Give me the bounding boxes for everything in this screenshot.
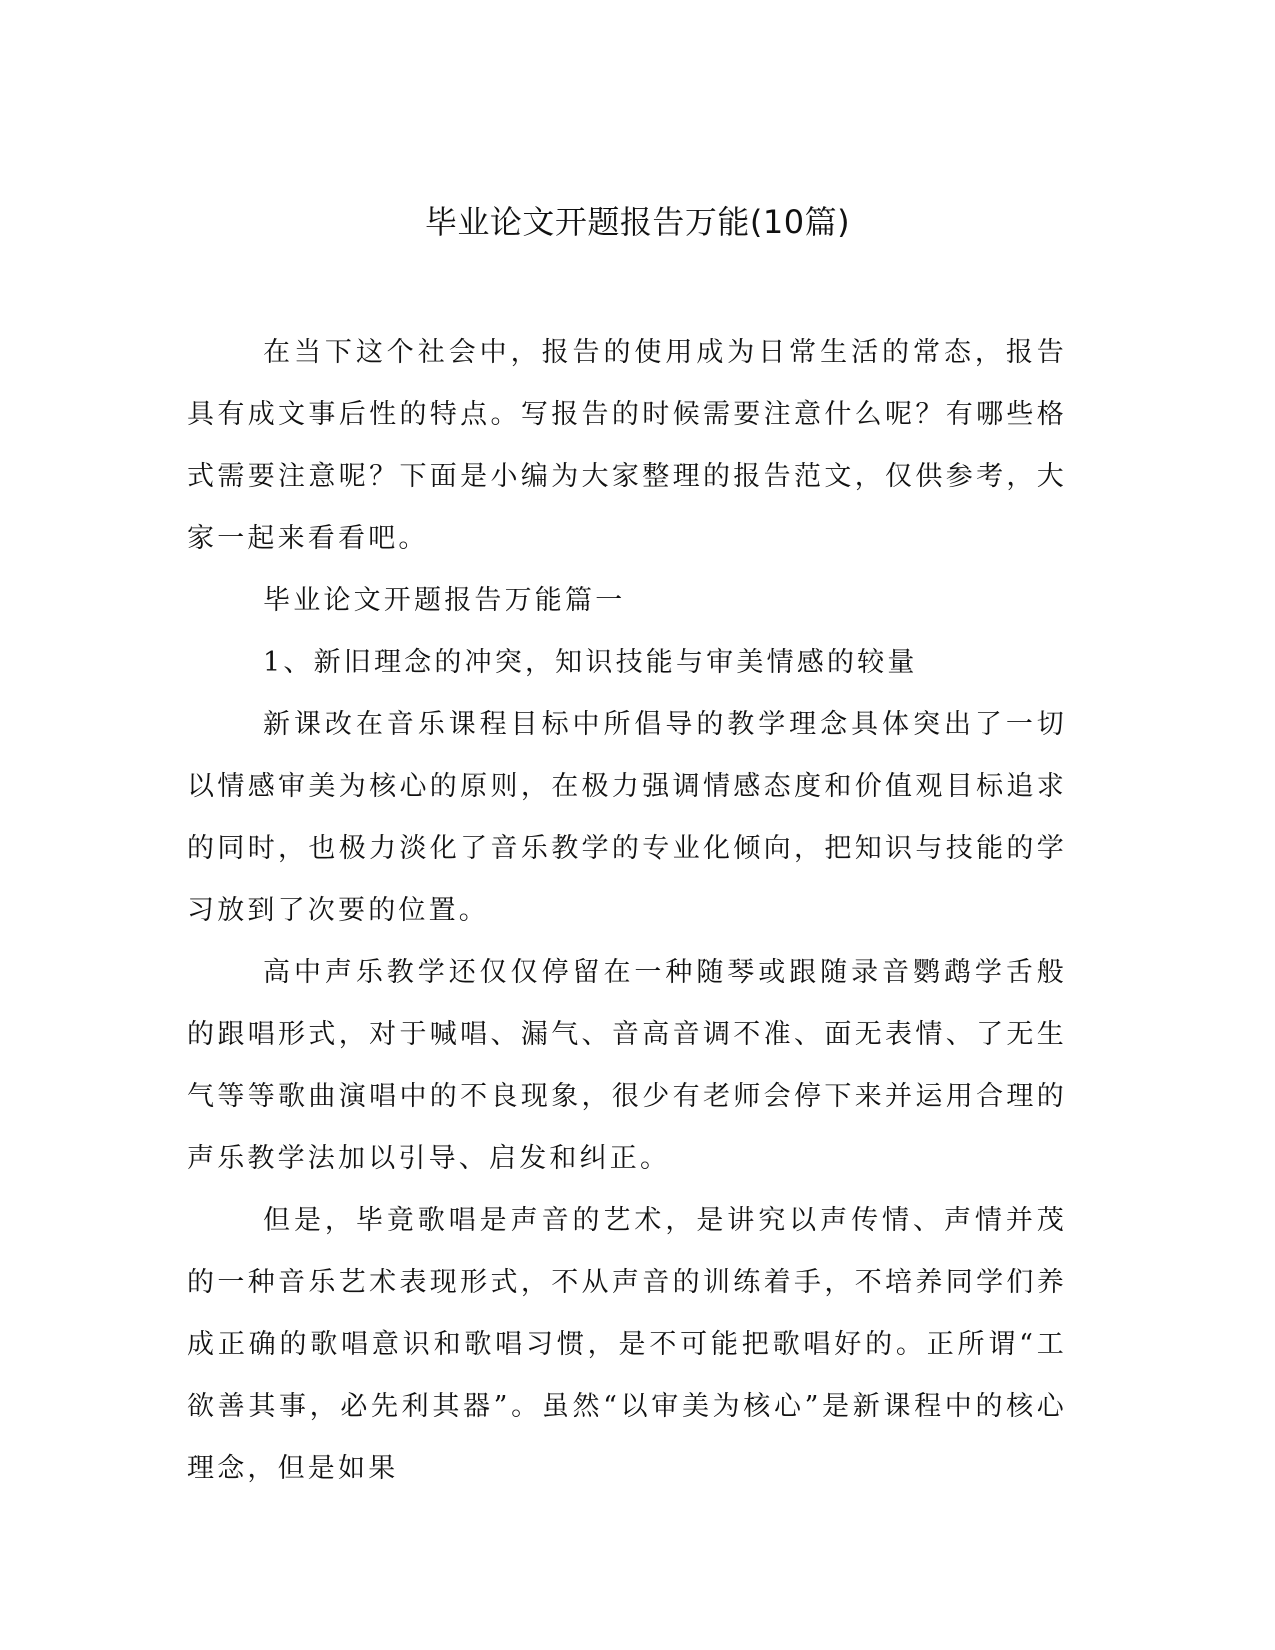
body-paragraph: 新课改在音乐课程目标中所倡导的教学理念具体突出了一切以情感审美为核心的原则，在极力强调情感态度和价值观目标追求的同时，也极力淡化了音乐教学的专业化倾向，把知识与技能的学习放到了次要的位置。	[187, 709, 1067, 926]
document-title: 毕业论文开题报告万能(10篇)	[424, 203, 851, 241]
document-body	[187, 322, 1067, 1500]
intro-paragraph: 在当下这个社会中，报告的使用成为日常生活的常态，报告具有成文事后性的特点。写报告的时候需要注意什么呢？有哪些格式需要注意呢？下面是小编为大家整理的报告范文，仅供参考，大家一起来看看吧。	[187, 337, 1067, 554]
body-paragraph: 高中声乐教学还仅仅停留在一种随琴或跟随录音鹦鹉学舌般的跟唱形式，对于喊唱、漏气、音高音调不准、面无表情、了无生气等等歌曲演唱中的不良现象，很少有老师会停下来并运用合理的声乐教学法加以引导、启发和纠正。	[187, 957, 1067, 1174]
body-paragraph: 但是，毕竟歌唱是声音的艺术，是讲究以声传情、声情并茂的一种音乐艺术表现形式，不从声音的训练着手，不培养同学们养成正确的歌唱意识和歌唱习惯，是不可能把歌唱好的。正所谓“工欲善其事，必先利其器”。虽然“以审美为核心”是新课程中的核心理念，但是如果	[187, 1205, 1067, 1484]
section-heading: 毕业论文开题报告万能篇一	[263, 585, 626, 616]
subsection-heading: 1、新旧理念的冲突，知识技能与审美情感的较量	[263, 647, 918, 678]
